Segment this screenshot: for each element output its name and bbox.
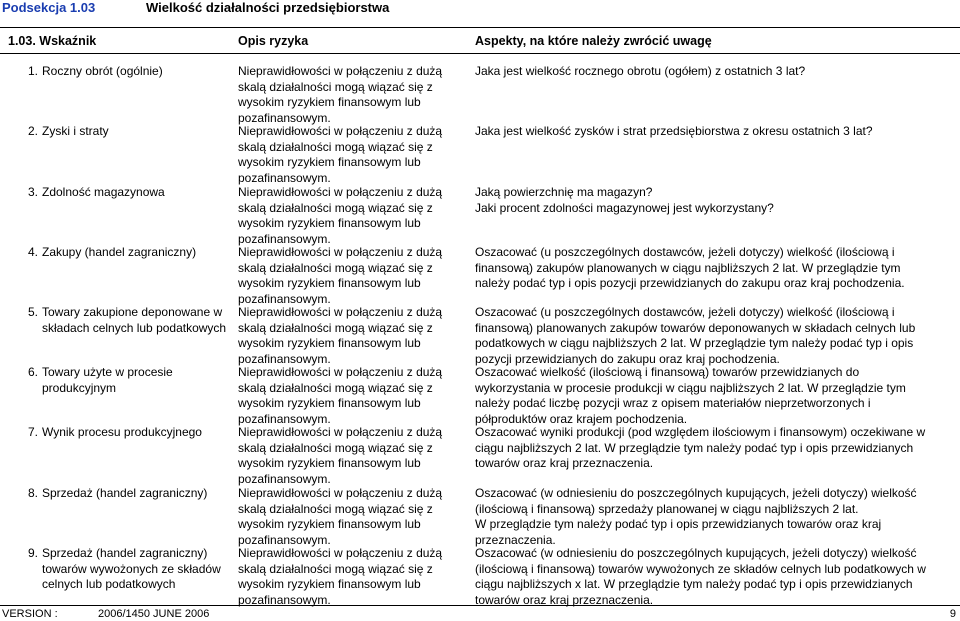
aspects-cell (475, 546, 960, 609)
indicator-cell (22, 546, 227, 593)
aspects-cell (475, 305, 960, 368)
indicator-text: Sprzedaż (handel zagraniczny) towarów wywożonych ze składów celnych lub podatkowych (42, 546, 221, 592)
subsection-number: Podsekcja 1.03 (2, 0, 96, 15)
row-number: 2. (27, 124, 38, 138)
risk-description: Nieprawidłowości w połączeniu z dużą skalą działalności mogą wiązać się z wysokim ryzykiem finansowym lub pozafinansowym. (238, 185, 443, 247)
aspect-line: Oszacować wyniki produkcji (pod względem ilościowym i finansowym) oczekiwane w (475, 425, 926, 439)
risk-description: Nieprawidłowości w połączeniu z dużą skalą działalności mogą wiązać się z wysokim ryzykiem finansowym lub pozafinansowym. (238, 245, 443, 307)
risk-description: Nieprawidłowości w połączeniu z dużą skalą działalności mogą wiązać się z wysokim ryzykiem finansowym lub pozafinansowym. (238, 486, 443, 548)
row-number: 7. (27, 425, 38, 439)
aspect-line: Oszacować (u poszczególnych dostawców, jeżeli dotyczy) wielkość (ilościową i (475, 245, 895, 259)
row-number: 9. (27, 546, 38, 560)
indicator-cell (22, 365, 227, 396)
row-number: 6. (27, 365, 38, 379)
header-risk: Opis ryzyka (238, 34, 309, 48)
aspect-line: (ilościową i finansową) towarów wywożonych ze składów celnych lub podatkowych w (475, 561, 926, 576)
aspect-line: Jaka jest wielkość rocznego obrotu (ogółem) z ostatnich 3 lat? (475, 64, 806, 78)
aspect-line: towarów oraz kraj przeznaczenia. (475, 593, 654, 608)
aspect-line: W przeglądzie tym należy podać typ i opis przewidzianych towarów oraz kraj (475, 517, 882, 532)
aspect-line: Jaką powierzchnię ma magazyn? (475, 185, 653, 199)
indicator-cell (22, 245, 227, 261)
row-number: 3. (27, 185, 38, 199)
header-indicator: 1.03. Wskaźnik (8, 34, 97, 48)
risk-description: Nieprawidłowości w połączeniu z dużą skalą działalności mogą wiązać się z wysokim ryzykiem finansowym lub pozafinansowym. (238, 546, 443, 608)
subsection-title (0, 0, 960, 20)
aspect-line: finansową) planowanych zakupów towarów deponowanych w składach celnych lub (475, 320, 916, 335)
version-label: VERSION : (2, 608, 58, 620)
risk-description: Nieprawidłowości w połączeniu z dużą skalą działalności mogą wiązać się z wysokim ryzykiem finansowym lub pozafinansowym. (238, 425, 443, 487)
aspect-line: wykorzystania w procesie produkcji w ciągu najbliższych 2 lat. W przeglądzie tym (475, 380, 906, 395)
aspect-line: ciągu najbliższych x lat. W przeglądzie tym należy podać typ i opis przewidzianych (475, 577, 913, 592)
aspect-line: Oszacować (w odniesieniu do poszczególnych kupujących, jeżeli dotyczy) wielkość (475, 486, 917, 500)
indicator-text: Zdolność magazynowa (42, 185, 165, 199)
aspect-line: przeznaczenia. (475, 533, 556, 548)
aspect-line: podatkowych w ciągu najbliższych 2 lat. W przeglądzie tym należy podać typ i opis (475, 336, 914, 351)
indicator-cell (22, 425, 227, 441)
aspects-cell (475, 486, 960, 549)
aspects-cell (475, 124, 960, 140)
row-number: 8. (27, 486, 38, 500)
aspects-cell (475, 64, 960, 80)
indicator-cell (22, 124, 227, 140)
indicator-cell (22, 305, 227, 336)
aspect-line: Jaki procent zdolności magazynowej jest wykorzystany? (475, 200, 774, 215)
page-footer (0, 605, 960, 620)
aspect-line: Oszacować wielkość (ilościową i finansową) towarów przewidzianych do (475, 365, 860, 379)
aspect-line: (ilościową i finansową) sprzedaży planowanej w ciągu najbliższych 2 lat. (475, 501, 859, 516)
indicator-text: Sprzedaż (handel zagraniczny) (42, 486, 208, 500)
indicator-cell (22, 64, 227, 80)
indicator-text: Towary zakupione deponowane w składach celnych lub podatkowych (42, 305, 227, 335)
aspect-line: finansową) zakupów planowanych w ciągu najbliższych 2 lat. W przeglądzie tym (475, 260, 901, 275)
indicator-text: Roczny obrót (ogólnie) (42, 64, 163, 78)
page-number: 9 (949, 608, 956, 620)
risk-description: Nieprawidłowości w połączeniu z dużą skalą działalności mogą wiązać się z wysokim ryzykiem finansowym lub pozafinansowym. (238, 305, 443, 367)
row-number: 4. (27, 245, 38, 259)
version-value: 2006/1450 JUNE 2006 (98, 608, 210, 620)
row-number: 1. (27, 64, 38, 78)
aspects-cell (475, 185, 960, 216)
aspect-line: ciągu najbliższych 2 lat. W przeglądzie tym należy podać typ i opis przewidzianych (475, 440, 914, 455)
risk-description: Nieprawidłowości w połączeniu z dużą skalą działalności mogą wiązać się z wysokim ryzykiem finansowym lub pozafinansowym. (238, 365, 443, 427)
aspect-line: towarów oraz kraj przeznaczenia. (475, 456, 654, 471)
aspect-line: Jaka jest wielkość zysków i strat przedsiębiorstwa z okresu ostatnich 3 lat? (475, 124, 873, 138)
aspect-line: pozycji przewidzianych do zakupu oraz kraj pochodzenia. (475, 352, 780, 367)
risk-description: Nieprawidłowości w połączeniu z dużą skalą działalności mogą wiązać się z wysokim ryzykiem finansowym lub pozafinansowym. (238, 124, 443, 186)
subsection-heading: Wielkość działalności przedsiębiorstwa (146, 0, 390, 15)
risk-description: Nieprawidłowości w połączeniu z dużą skalą działalności mogą wiązać się z wysokim ryzykiem finansowym lub pozafinansowym. (238, 64, 443, 126)
indicator-text: Zyski i straty (42, 124, 109, 138)
aspects-cell (475, 425, 960, 472)
aspect-line: należy podać typ i opis pozycji przewidzianych do zakupu oraz kraj pochodzenia. (475, 276, 905, 291)
table-header (0, 27, 960, 54)
indicator-text: Zakupy (handel zagraniczny) (42, 245, 197, 259)
row-number: 5. (27, 305, 38, 319)
aspect-line: półproduktów oraz krajem pochodzenia. (475, 412, 688, 427)
header-aspects: Aspekty, na które należy zwrócić uwagę (475, 34, 712, 48)
indicator-text: Towary użyte w procesie produkcyjnym (42, 365, 173, 395)
aspects-cell (475, 365, 960, 428)
aspect-line: Oszacować (u poszczególnych dostawców, jeżeli dotyczy) wielkość (ilościową i (475, 305, 895, 319)
indicator-text: Wynik procesu produkcyjnego (42, 425, 202, 439)
indicator-cell (22, 185, 227, 201)
aspects-cell (475, 245, 960, 292)
aspect-line: należy podać liczbę pozycji wraz z opisem materiałów nieprzetworzonych i (475, 396, 871, 411)
aspect-line: Oszacować (w odniesieniu do poszczególnych kupujących, jeżeli dotyczy) wielkość (475, 546, 917, 560)
indicator-cell (22, 486, 227, 502)
